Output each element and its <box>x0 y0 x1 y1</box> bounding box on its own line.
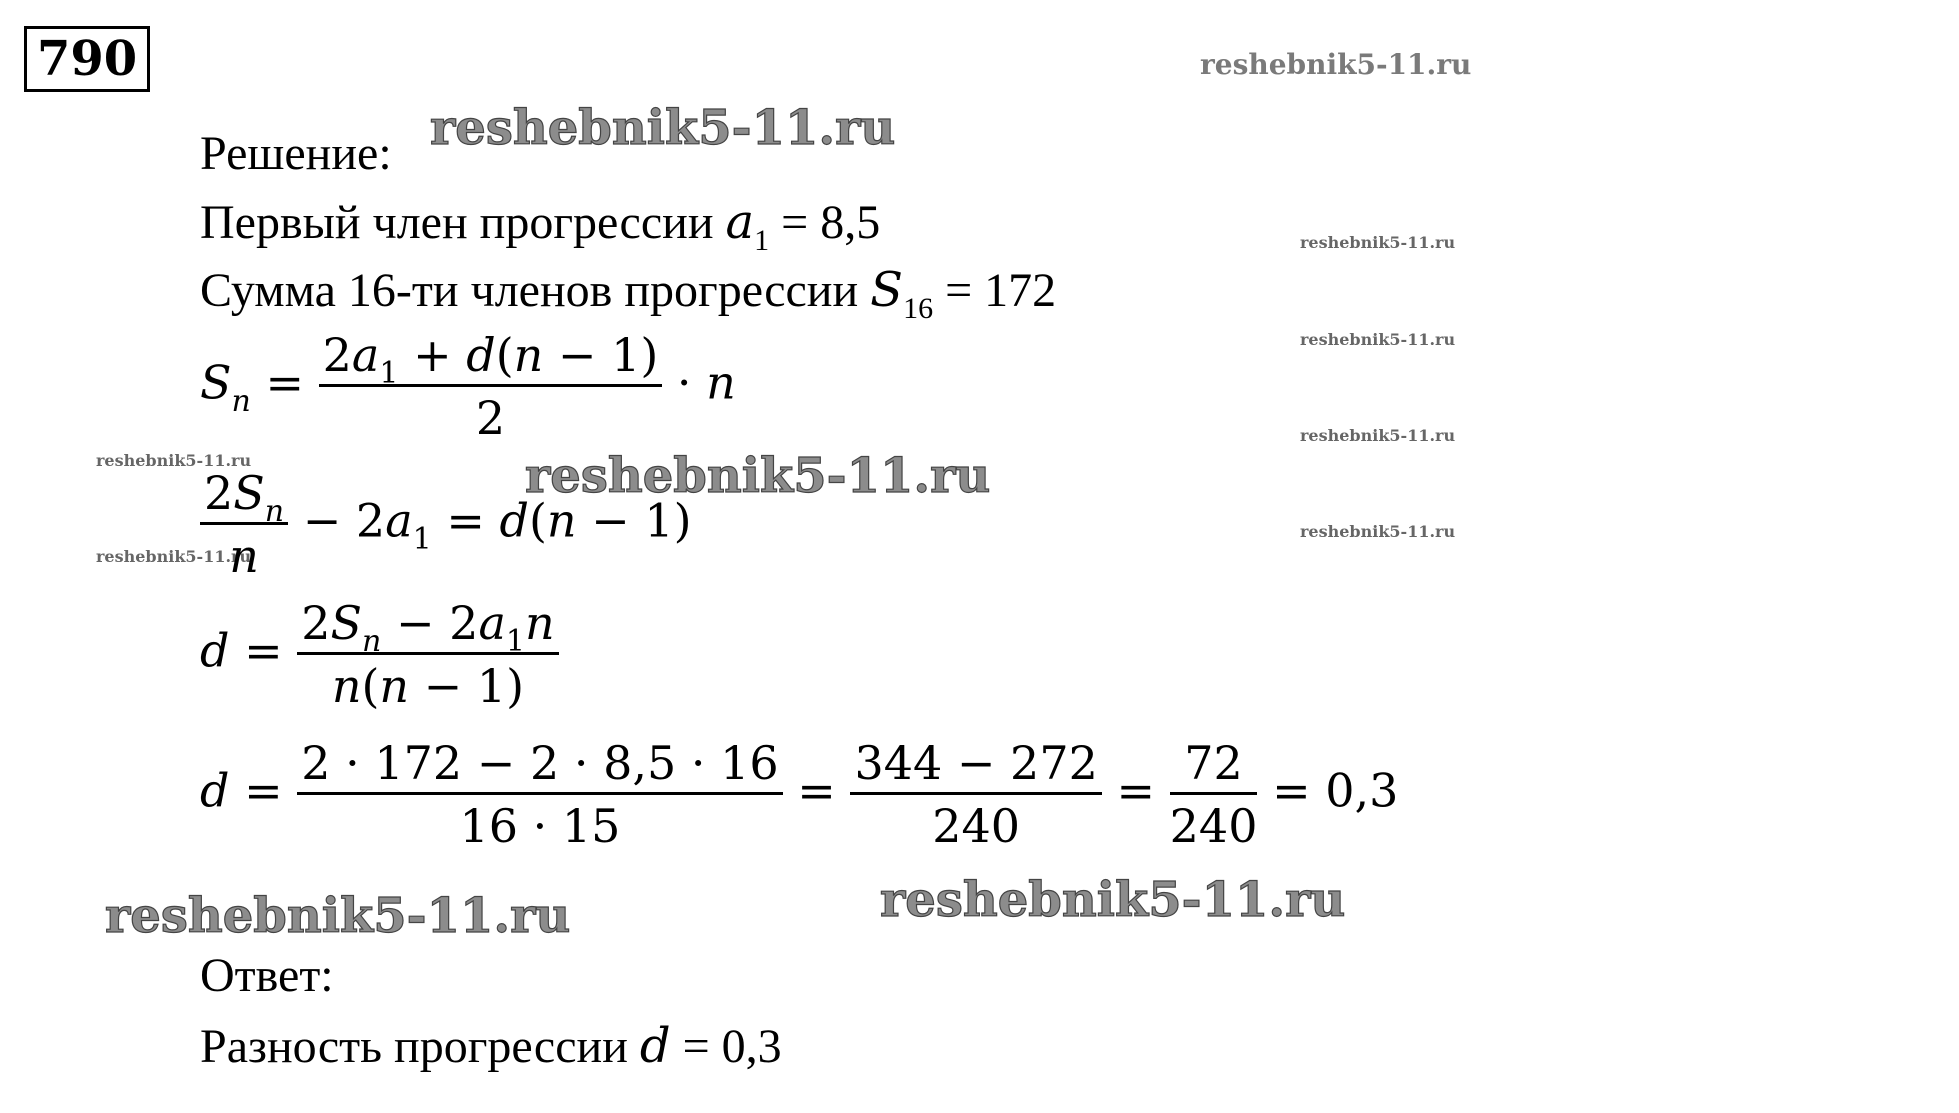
watermark: reshebnik5-11.ru <box>96 451 252 470</box>
given-first-term-label: Первый член прогрессии <box>200 196 714 249</box>
answer-heading: Ответ: <box>200 949 334 1002</box>
watermark: reshebnik5-11.ru <box>1300 233 1456 252</box>
rearranged-formula: $\frac{2S_n}{n}$ − $2a_1 = d(n - 1)$ <box>200 470 692 579</box>
given-first-term: Первый член прогрессии $a_1 = 8,5$ <box>200 194 881 257</box>
watermark: reshebnik5-11.ru <box>430 100 896 156</box>
given-sum-label: Сумма 16-ти членов прогрессии <box>200 264 859 317</box>
sum-formula: $S_n$ = $\frac{2a_1 + d(n - 1)}{2}$ · n <box>200 328 736 445</box>
watermark: reshebnik5-11.ru <box>1300 330 1456 349</box>
watermark: reshebnik5-11.ru <box>1300 426 1456 445</box>
given-sum: Сумма 16-ти членов прогрессии $S_{16} = 172$ <box>200 262 1057 325</box>
problem-number: 790 <box>24 26 150 92</box>
difference-formula: d = $\frac{2S_n - 2a_1n}{n(n - 1)}$ <box>200 600 559 709</box>
answer-label: Разность прогрессии <box>200 1020 628 1073</box>
watermark: reshebnik5-11.ru <box>1200 48 1472 81</box>
watermark: reshebnik5-11.ru <box>96 547 252 566</box>
watermark: reshebnik5-11.ru <box>525 448 991 504</box>
answer-line: Разность прогрессии d = 0,3 <box>200 1018 782 1074</box>
watermark: reshebnik5-11.ru <box>1300 522 1456 541</box>
solution-heading: Решение: <box>200 127 392 180</box>
watermark: reshebnik5-11.ru <box>105 888 571 944</box>
watermark: reshebnik5-11.ru <box>880 872 1346 928</box>
difference-calculation: d = $\frac{2 \cdot 172 - 2 \cdot 8,5 \cdot 16}{16 \cdot 15}$ = $\frac{344 - 272}{240}$ = $\frac{72}{240}$ = 0,3 <box>200 736 1399 853</box>
